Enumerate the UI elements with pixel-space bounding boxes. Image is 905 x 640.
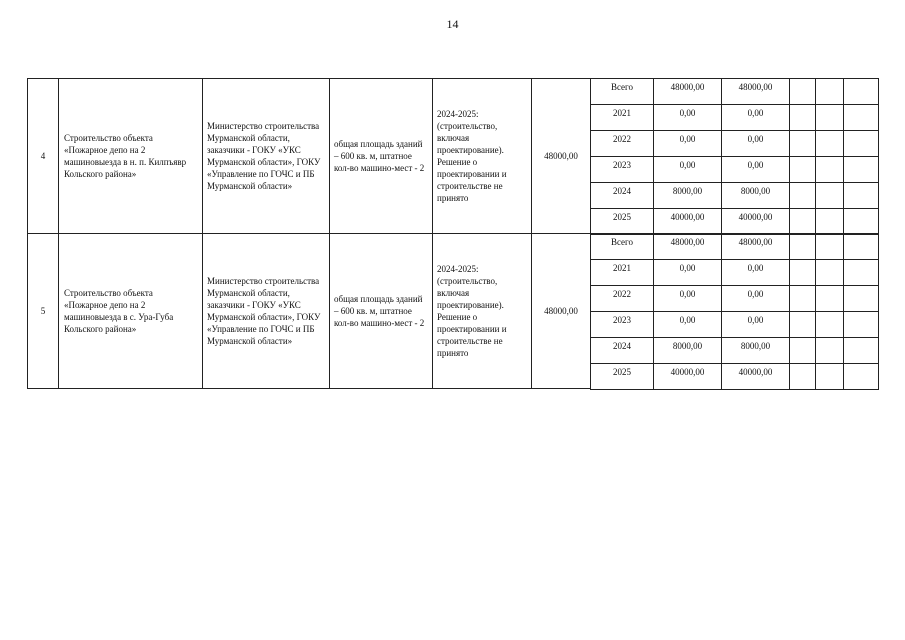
year-value-budget-text: 8000,00 xyxy=(740,341,771,351)
year-value-total xyxy=(653,78,722,105)
year-label xyxy=(590,311,654,338)
year-value-budget-text: 0,00 xyxy=(747,263,764,273)
year-value-budget xyxy=(721,233,790,260)
year-value-total xyxy=(653,233,722,260)
empty-cell xyxy=(843,182,879,209)
empty-cell xyxy=(789,285,816,312)
empty-cell xyxy=(815,259,844,286)
year-value-total-text: 0,00 xyxy=(679,160,696,170)
empty-cell xyxy=(815,182,844,209)
empty-cell xyxy=(815,78,844,105)
year-label-text: 2021 xyxy=(613,108,631,118)
year-value-budget-text: 0,00 xyxy=(747,160,764,170)
capacity: общая площадь зданий – 600 кв. м, штатное кол-во машино-мест - 2 xyxy=(329,78,433,234)
year-label-text: 2022 xyxy=(613,289,631,299)
year-label xyxy=(590,233,654,260)
row-number: 4 xyxy=(27,78,59,234)
year-value-total-text: 8000,00 xyxy=(672,341,703,351)
year-label xyxy=(590,130,654,157)
year-value-budget-text: 0,00 xyxy=(747,315,764,325)
empty-cell xyxy=(843,208,879,235)
year-breakdown xyxy=(590,78,878,234)
year-value-total xyxy=(653,156,722,183)
year-value-total xyxy=(653,311,722,338)
year-label xyxy=(590,285,654,312)
year-label-text: 2021 xyxy=(613,263,631,273)
empty-cell xyxy=(815,285,844,312)
empty-cell xyxy=(843,156,879,183)
total-cost: 48000,00 xyxy=(531,233,591,389)
year-label-text: 2022 xyxy=(613,134,631,144)
object-name: Строительство объекта «Пожарное депо на 2 машиновыезда в н. п. Килпъявр Кольского района» xyxy=(58,78,203,234)
empty-cell xyxy=(815,233,844,260)
empty-cell xyxy=(843,130,879,157)
year-label xyxy=(590,182,654,209)
empty-cell xyxy=(789,78,816,105)
year-label xyxy=(590,363,654,390)
empty-cell xyxy=(843,233,879,260)
year-value-budget xyxy=(721,78,790,105)
customer: Министерство строительства Мурманской области, заказчики - ГОКУ «УКС Мурманской области», ГОКУ «Управление по ГОЧС и ПБ Мурманской области» xyxy=(202,78,330,234)
period: 2024-2025: (строительство, включая проектирование). Решение о проектировании и строительстве не принято xyxy=(432,78,532,234)
empty-cell xyxy=(843,337,879,364)
empty-cell xyxy=(843,78,879,105)
year-label xyxy=(590,259,654,286)
year-value-total-text: 0,00 xyxy=(679,134,696,144)
empty-cell xyxy=(843,259,879,286)
year-value-total-text: 40000,00 xyxy=(670,367,705,377)
empty-cell xyxy=(815,208,844,235)
empty-cell xyxy=(789,259,816,286)
year-value-budget xyxy=(721,156,790,183)
year-label-text: Всего xyxy=(610,82,634,92)
row-number: 5 xyxy=(27,233,59,389)
year-label xyxy=(590,208,654,235)
empty-cell xyxy=(815,104,844,131)
empty-cell xyxy=(789,337,816,364)
empty-cell xyxy=(789,233,816,260)
year-value-budget xyxy=(721,182,790,209)
year-value-budget-text: 8000,00 xyxy=(740,186,771,196)
empty-cell xyxy=(789,104,816,131)
year-label xyxy=(590,78,654,105)
year-value-budget-text: 40000,00 xyxy=(738,212,773,222)
empty-cell xyxy=(815,311,844,338)
year-value-total xyxy=(653,285,722,312)
total-cost: 48000,00 xyxy=(531,78,591,234)
year-value-budget-text: 0,00 xyxy=(747,108,764,118)
year-label-text: 2024 xyxy=(613,341,631,351)
empty-cell xyxy=(843,363,879,390)
empty-cell xyxy=(843,311,879,338)
table-row xyxy=(27,233,878,389)
year-label xyxy=(590,104,654,131)
year-value-budget-text: 48000,00 xyxy=(738,237,773,247)
year-value-total-text: 0,00 xyxy=(679,263,696,273)
year-value-budget xyxy=(721,259,790,286)
object-name: Строительство объекта «Пожарное депо на 2 машиновыезда в с. Ура-Губа Кольского района» xyxy=(58,233,203,389)
empty-cell xyxy=(815,130,844,157)
period: 2024-2025: (строительство, включая проектирование). Решение о проектировании и строительстве не принято xyxy=(432,233,532,389)
year-value-budget-text: 40000,00 xyxy=(738,367,773,377)
year-value-budget xyxy=(721,337,790,364)
year-value-total xyxy=(653,363,722,390)
year-value-total-text: 48000,00 xyxy=(670,237,705,247)
empty-cell xyxy=(789,363,816,390)
year-label xyxy=(590,156,654,183)
empty-cell xyxy=(815,337,844,364)
customer: Министерство строительства Мурманской области, заказчики - ГОКУ «УКС Мурманской области», ГОКУ «Управление по ГОЧС и ПБ Мурманской области» xyxy=(202,233,330,389)
year-value-total-text: 0,00 xyxy=(679,315,696,325)
table-row xyxy=(27,78,878,234)
empty-cell xyxy=(815,156,844,183)
year-value-total-text: 0,00 xyxy=(679,108,696,118)
year-value-total xyxy=(653,259,722,286)
year-value-total-text: 8000,00 xyxy=(672,186,703,196)
year-label-text: 2023 xyxy=(613,315,631,325)
empty-cell xyxy=(789,311,816,338)
empty-cell xyxy=(789,208,816,235)
year-value-total-text: 0,00 xyxy=(679,289,696,299)
empty-cell xyxy=(789,156,816,183)
year-label-text: Всего xyxy=(610,237,634,247)
year-value-total xyxy=(653,130,722,157)
year-value-budget xyxy=(721,130,790,157)
year-value-total xyxy=(653,208,722,235)
empty-cell xyxy=(843,104,879,131)
year-value-budget-text: 0,00 xyxy=(747,134,764,144)
empty-cell xyxy=(815,363,844,390)
page-number: 14 xyxy=(446,17,459,31)
year-value-budget-text: 0,00 xyxy=(747,289,764,299)
empty-cell xyxy=(843,285,879,312)
year-label-text: 2024 xyxy=(613,186,631,196)
empty-cell xyxy=(789,130,816,157)
year-value-total-text: 40000,00 xyxy=(670,212,705,222)
year-value-budget xyxy=(721,208,790,235)
year-label-text: 2025 xyxy=(613,212,631,222)
capacity: общая площадь зданий – 600 кв. м, штатное кол-во машино-мест - 2 xyxy=(329,233,433,389)
year-label-text: 2023 xyxy=(613,160,631,170)
year-value-budget xyxy=(721,363,790,390)
year-value-total xyxy=(653,337,722,364)
year-breakdown xyxy=(590,233,878,389)
year-label xyxy=(590,337,654,364)
year-label-text: 2025 xyxy=(613,367,631,377)
empty-cell xyxy=(789,182,816,209)
year-value-budget-text: 48000,00 xyxy=(738,82,773,92)
year-value-total-text: 48000,00 xyxy=(670,82,705,92)
year-value-budget xyxy=(721,311,790,338)
year-value-budget xyxy=(721,104,790,131)
year-value-total xyxy=(653,104,722,131)
year-value-total xyxy=(653,182,722,209)
year-value-budget xyxy=(721,285,790,312)
